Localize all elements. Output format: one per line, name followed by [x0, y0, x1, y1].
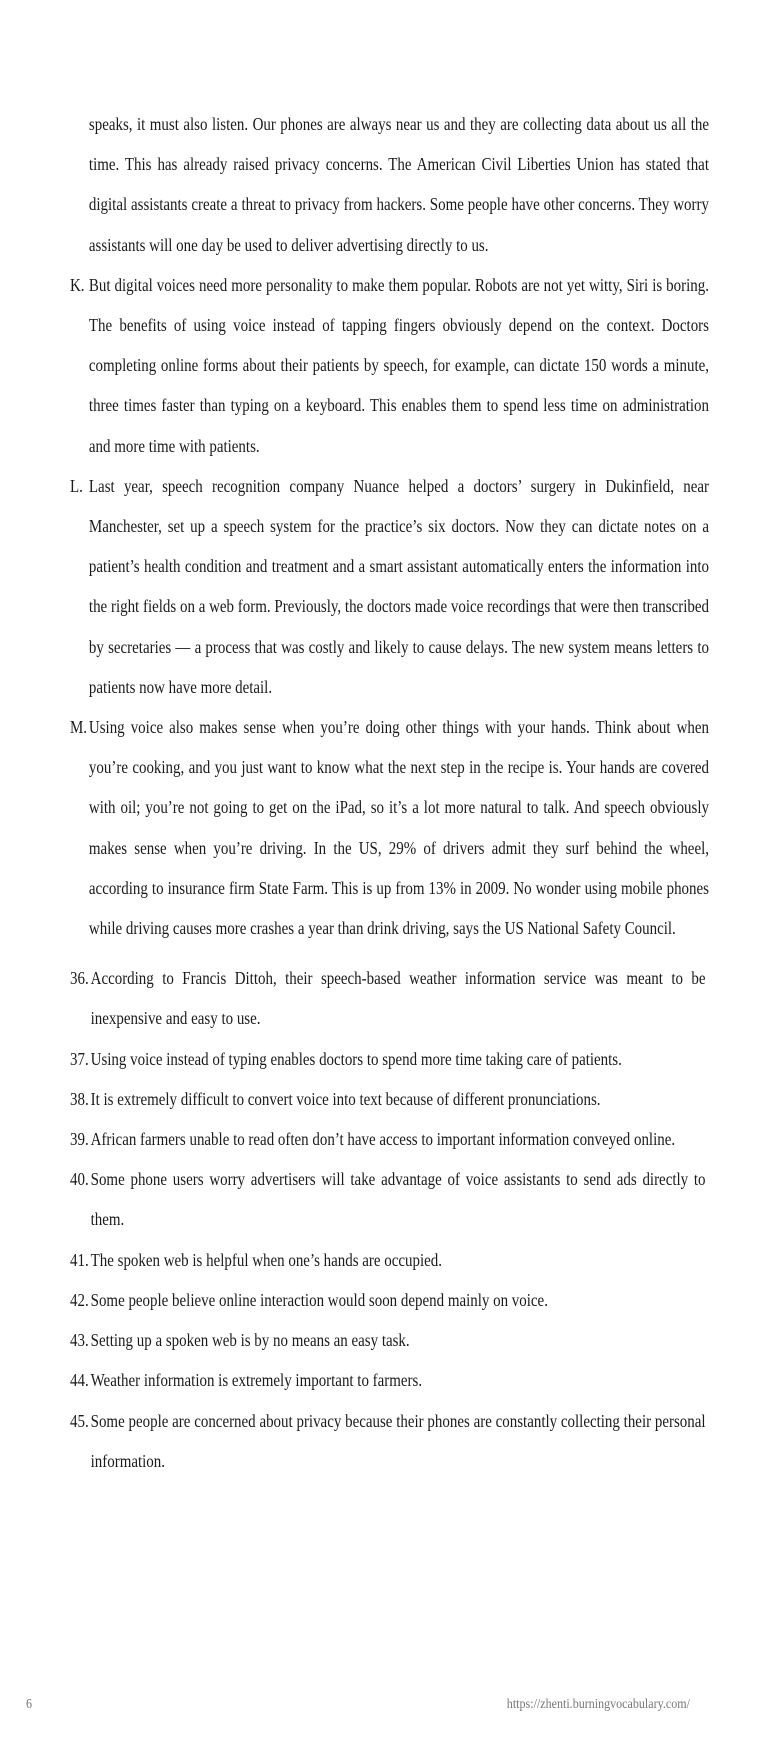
statement-item [70, 1401, 706, 1481]
paragraph-text: Last year, speech recognition company Nuance helped a doctors’ surgery in Dukinfield, near Manchester, set up a speech system for the practice’s six doctors. Now they can dictate notes on a patient’s health condition and treatment and a smart assistant automatically enters the information into the right fields on a web form. Previously, the doctors made voice recordings that were then transcribed by secretaries — a process that was costly and likely to cause delays. The new system means letters to patients now have more detail. [88, 475, 709, 697]
statement-text: Using voice instead of typing enables doctors to spend more time taking care of patients. [90, 1048, 622, 1069]
statement-text: According to Francis Dittoh, their speech-based weather information service was meant to be inexpensive and easy to use. [90, 968, 706, 1029]
statement-item [70, 1360, 706, 1400]
statement-text: It is extremely difficult to convert voice into text because of different pronunciations. [90, 1088, 601, 1109]
continuation-text: speaks, it must also listen. Our phones are always near us and they are collecting data about us all the time. This has already raised privacy concerns. The American Civil Liberties Union has stated that digital assistants create a threat to privacy from hackers. Some people have other concerns. They worry assistants will one day be used to deliver advertising directly to us. [88, 114, 709, 255]
statement-number: 40. [70, 1169, 89, 1190]
paragraph-m [70, 707, 709, 948]
statement-text: Some people are concerned about privacy because their phones are constantly collecting their personal information. [90, 1410, 706, 1471]
statement-text: Some phone users worry advertisers will take advantage of voice assistants to send ads directly to them. [90, 1169, 706, 1230]
footer-url: https://zhenti.burningvocabulary.com/ [506, 1697, 690, 1712]
statement-number: 37. [70, 1048, 89, 1069]
passage-content [70, 104, 709, 1481]
statement-number: 44. [70, 1370, 89, 1391]
statement-number: 45. [70, 1410, 89, 1431]
paragraph-k [70, 265, 709, 466]
paragraph-letter: L. [70, 475, 83, 496]
paragraph-text: But digital voices need more personality to make them popular. Robots are not yet witty, Siri is boring. The benefits of using voice instead of tapping fingers obviously depend on the context. Doctors completing online forms about their patients by speech, for example, can dictate 150 words a minute, three times faster than typing on a keyboard. This enables them to spend less time on administration and more time with patients. [88, 274, 709, 456]
statement-number: 43. [70, 1330, 89, 1351]
statement-item [70, 1280, 706, 1320]
statement-number: 41. [70, 1249, 89, 1270]
statement-text: African farmers unable to read often don’t have access to important information conveyed online. [90, 1129, 676, 1150]
statement-number: 36. [70, 968, 89, 989]
statement-item [70, 1119, 706, 1159]
statement-item [70, 1039, 706, 1079]
paragraph-letter: K. [70, 274, 85, 295]
statement-item [70, 958, 706, 1038]
statement-item [70, 1240, 706, 1280]
paragraph-text: Using voice also makes sense when you’re doing other things with your hands. Think about when you’re cooking, and you just want to know what the next step in the recipe is. Your hands are covered with oil; you’re not going to get on the iPad, so it’s a lot more natural to talk. And speech obviously makes sense when you’re driving. In the US, 29% of drivers admit they surf behind the wheel, according to insurance firm State Farm. This is up from 13% in 2009. No wonder using mobile phones while driving causes more crashes a year than drink driving, says the US National Safety Council. [88, 717, 709, 939]
passage-continuation [70, 104, 709, 265]
page-number: 6 [26, 1697, 33, 1712]
statement-text: Setting up a spoken web is by no means an easy task. [90, 1330, 410, 1351]
statement-number: 38. [70, 1088, 89, 1109]
statement-number: 42. [70, 1289, 89, 1310]
statement-number: 39. [70, 1129, 89, 1150]
statement-list [70, 958, 706, 1481]
paragraph-l [70, 466, 709, 707]
statement-item [70, 1079, 706, 1119]
statement-text: Weather information is extremely important to farmers. [90, 1370, 423, 1391]
statement-text: The spoken web is helpful when one’s hands are occupied. [90, 1249, 443, 1270]
statement-text: Some people believe online interaction would soon depend mainly on voice. [90, 1289, 548, 1310]
statement-item [70, 1320, 706, 1360]
paragraph-letter: M. [70, 717, 88, 738]
statement-item [70, 1159, 706, 1239]
